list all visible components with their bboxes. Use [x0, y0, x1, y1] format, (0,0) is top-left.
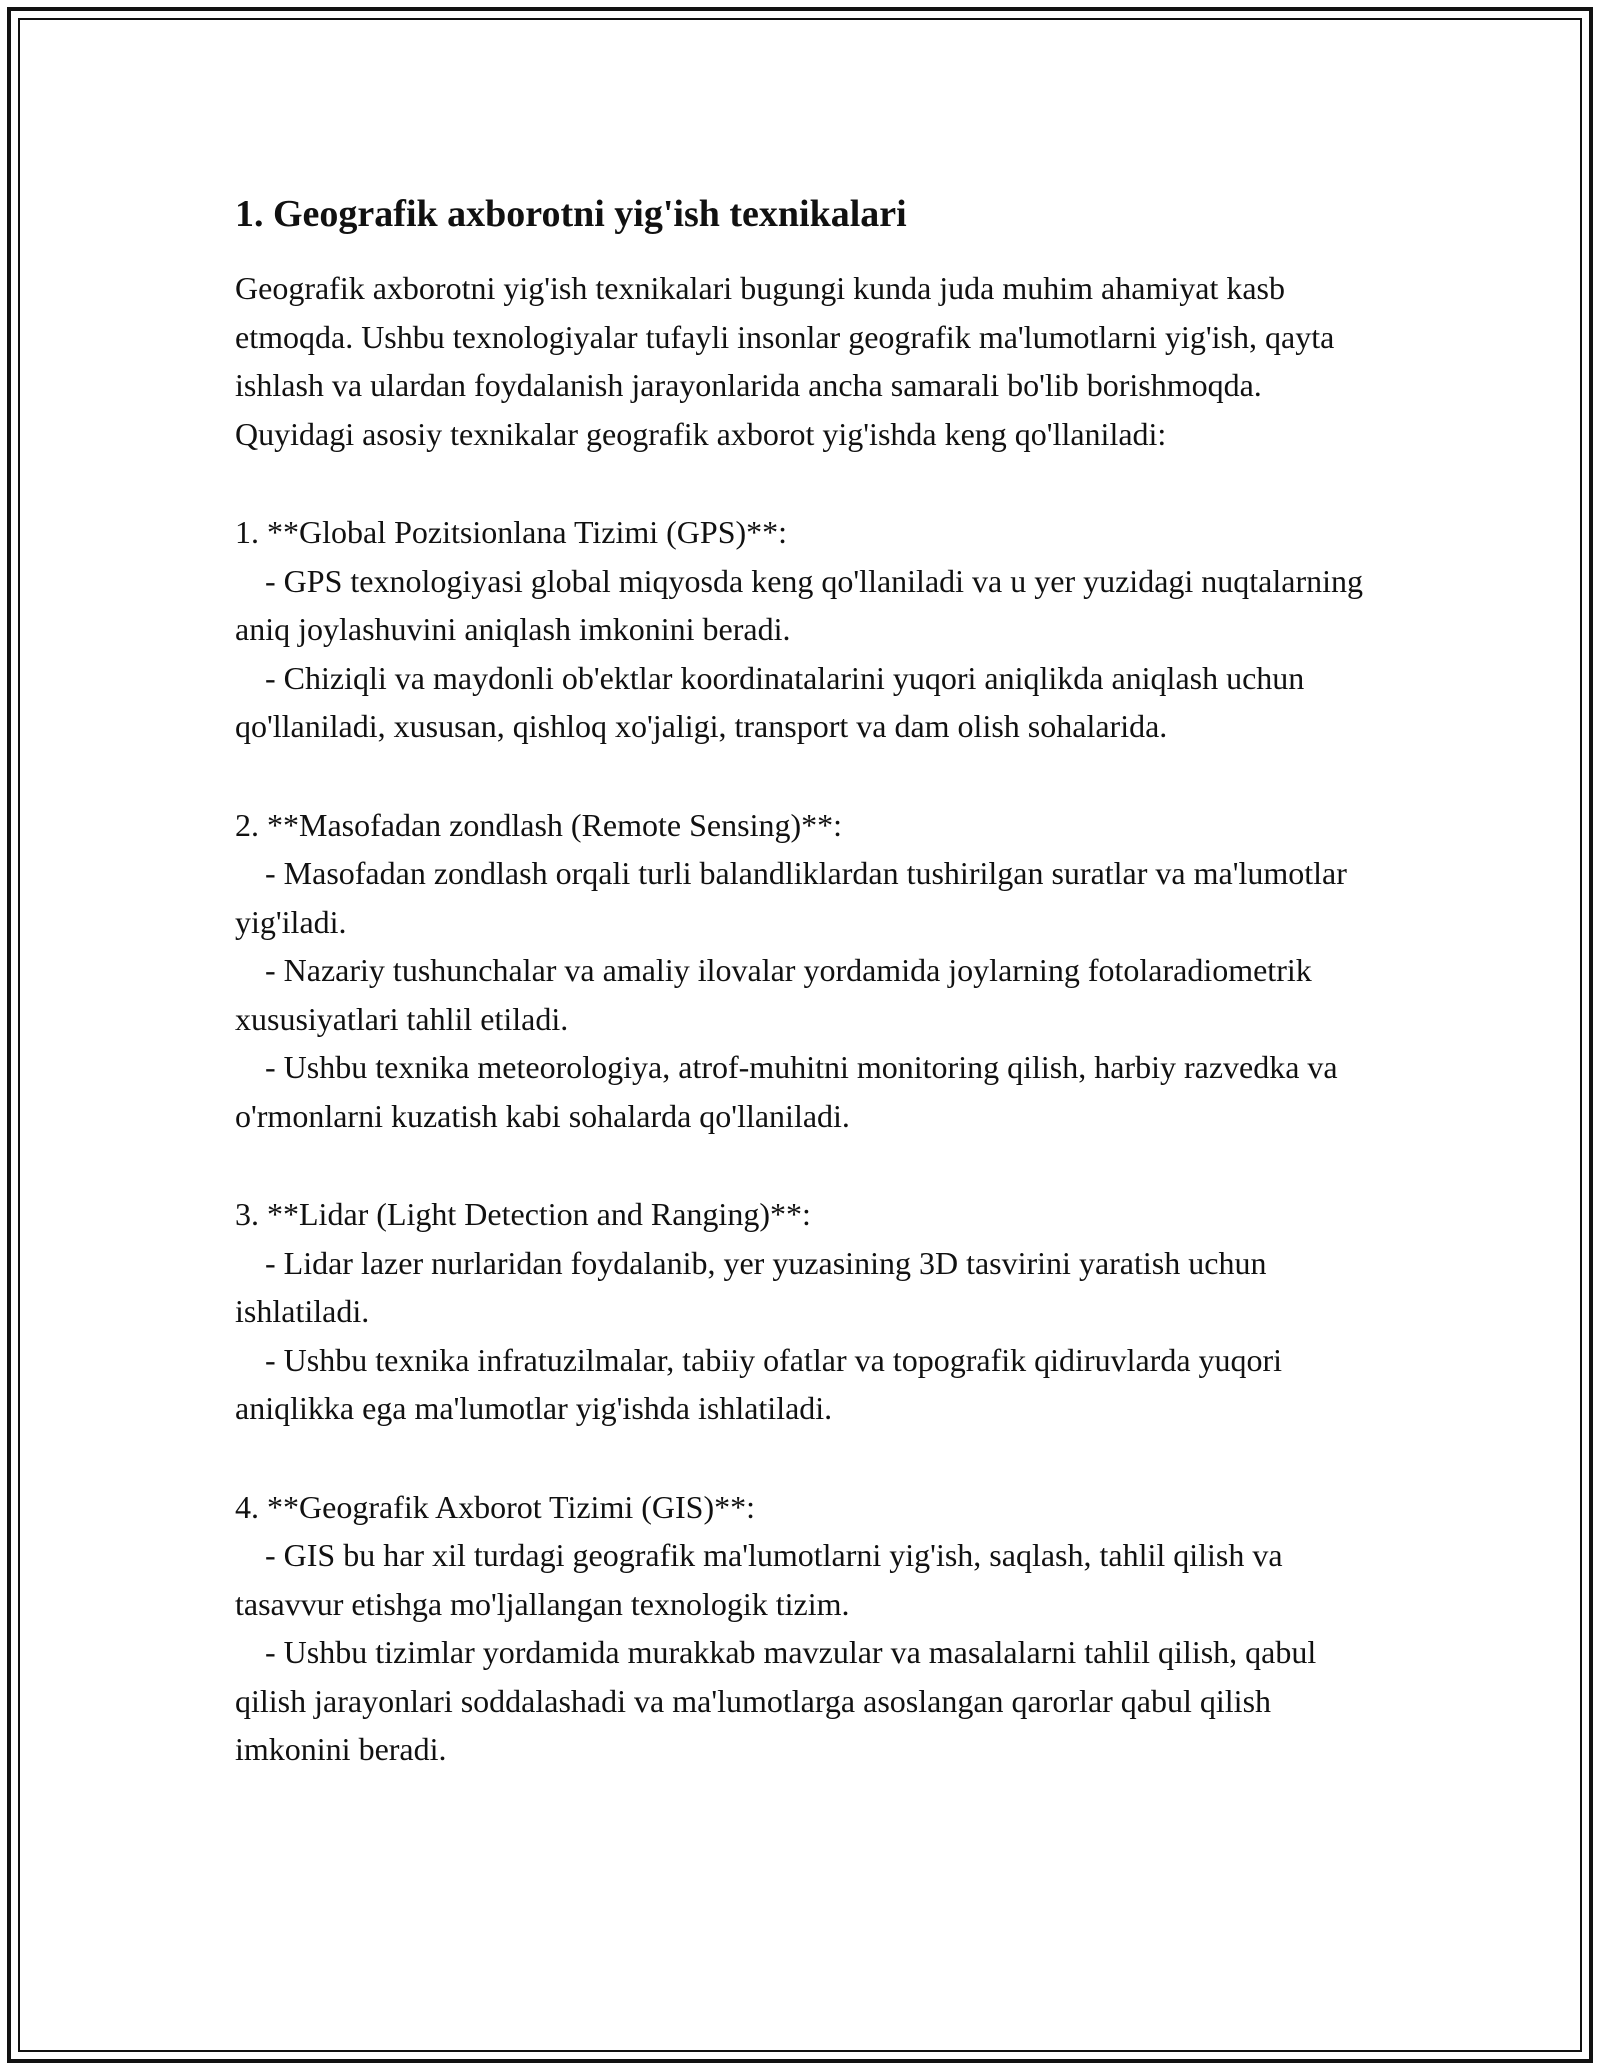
list-item: - Lidar lazer nurlaridan foydalanib, yer yuzasining 3D tasvirini yaratish uchun ishlatiladi.	[235, 1244, 1267, 1329]
section-heading: 2. **Masofadan zondlash (Remote Sensing)**:	[235, 806, 842, 843]
list-item: - GPS texnologiyasi global miqyosda keng qo'llaniladi va u yer yuzidagi nuqtalarning aniq joylashuvini aniqlash imkonini beradi.	[235, 562, 1364, 647]
list-item-text: Lidar lazer nurlaridan foydalanib, yer yuzasining 3D tasvirini yaratish uchun ishlatiladi.	[235, 1244, 1267, 1329]
section-heading: 4. **Geografik Axborot Tizimi (GIS)**:	[235, 1488, 755, 1525]
list-item-text: Chiziqli va maydonli ob'ektlar koordinatalarini yuqori aniqlikda aniqlash uchun qo'llaniladi, xususan, qishloq xo'jaligi, transport va dam olish sohalarida.	[235, 659, 1305, 744]
list-item-text: Ushbu tizimlar yordamida murakkab mavzular va masalalarni tahlil qilish, qabul qilish jarayonlari soddalashadi va ma'lumotlarga asoslangan qarorlar qabul qilish imkonini beradi.	[235, 1634, 1317, 1767]
section-lidar	[235, 1190, 1385, 1433]
list-item: - Nazariy tushunchalar va amaliy ilovalar yordamida joylarning fotolaradiometrik xususiyatlari tahlil etiladi.	[235, 952, 1312, 1037]
list-item: - Ushbu texnika infratuzilmalar, tabiiy ofatlar va topografik qidiruvlarda yuqori aniqlikka ega ma'lumotlar yig'ishda ishlatiladi.	[235, 1341, 1283, 1426]
section-remote-sensing	[235, 801, 1385, 1141]
list-item-text: Masofadan zondlash orqali turli balandliklardan tushirilgan suratlar va ma'lumotlar yig'iladi.	[235, 855, 1347, 940]
list-item: - GIS bu har xil turdagi geografik ma'lumotlarni yig'ish, saqlash, tahlil qilish va tasavvur etishga mo'ljallangan texnologik tizim.	[235, 1537, 1283, 1622]
list-item: - Chiziqli va maydonli ob'ektlar koordinatalarini yuqori aniqlikda aniqlash uchun qo'llaniladi, xususan, qishloq xo'jaligi, transport va dam olish sohalarida.	[235, 659, 1305, 744]
list-item-text: Ushbu texnika meteorologiya, atrof-muhitni monitoring qilish, harbiy razvedka va o'rmonlarni kuzatish kabi sohalarda qo'llaniladi.	[235, 1049, 1338, 1134]
list-item-text: GIS bu har xil turdagi geografik ma'lumotlarni yig'ish, saqlash, tahlil qilish va tasavvur etishga mo'ljallangan texnologik tizim.	[235, 1537, 1283, 1622]
intro-paragraph: Geografik axborotni yig'ish texnikalari bugungi kunda juda muhim ahamiyat kasb etmoqda. Ushbu texnologiyalar tufayli insonlar geografik ma'lumotlarni yig'ish, qayta ishlash va ulardan foydalanish jarayonlarida ancha samarali bo'lib borishmoqda. Quyidagi asosiy texnikalar geografik axborot yig'ishda keng qo'llaniladi:	[235, 270, 1335, 452]
document-body	[235, 186, 1385, 1774]
list-item: - Ushbu texnika meteorologiya, atrof-muhitni monitoring qilish, harbiy razvedka va o'rmonlarni kuzatish kabi sohalarda qo'llaniladi.	[235, 1049, 1338, 1134]
document-title: 1. Geografik axborotni yig'ish texnikalari	[235, 193, 907, 235]
section-gis	[235, 1483, 1385, 1774]
list-item-text: GPS texnologiyasi global miqyosda keng qo'llaniladi va u yer yuzidagi nuqtalarning aniq joylashuvini aniqlash imkonini beradi.	[235, 562, 1364, 647]
section-heading: 1. **Global Pozitsionlana Tizimi (GPS)**:	[235, 514, 788, 550]
list-item: - Masofadan zondlash orqali turli balandliklardan tushirilgan suratlar va ma'lumotlar yig'iladi.	[235, 855, 1347, 940]
section-heading: 3. **Lidar (Light Detection and Ranging)**:	[235, 1196, 811, 1232]
section-gps	[235, 508, 1385, 751]
list-item-text: Nazariy tushunchalar va amaliy ilovalar yordamida joylarning fotolaradiometrik xususiyatlari tahlil etiladi.	[235, 952, 1312, 1037]
list-item-text: Ushbu texnika infratuzilmalar, tabiiy ofatlar va topografik qidiruvlarda yuqori aniqlikka ega ma'lumotlar yig'ishda ishlatiladi.	[235, 1341, 1283, 1426]
list-item: - Ushbu tizimlar yordamida murakkab mavzular va masalalarni tahlil qilish, qabul qilish jarayonlari soddalashadi va ma'lumotlarga asoslangan qarorlar qabul qilish imkonini beradi.	[235, 1634, 1317, 1767]
